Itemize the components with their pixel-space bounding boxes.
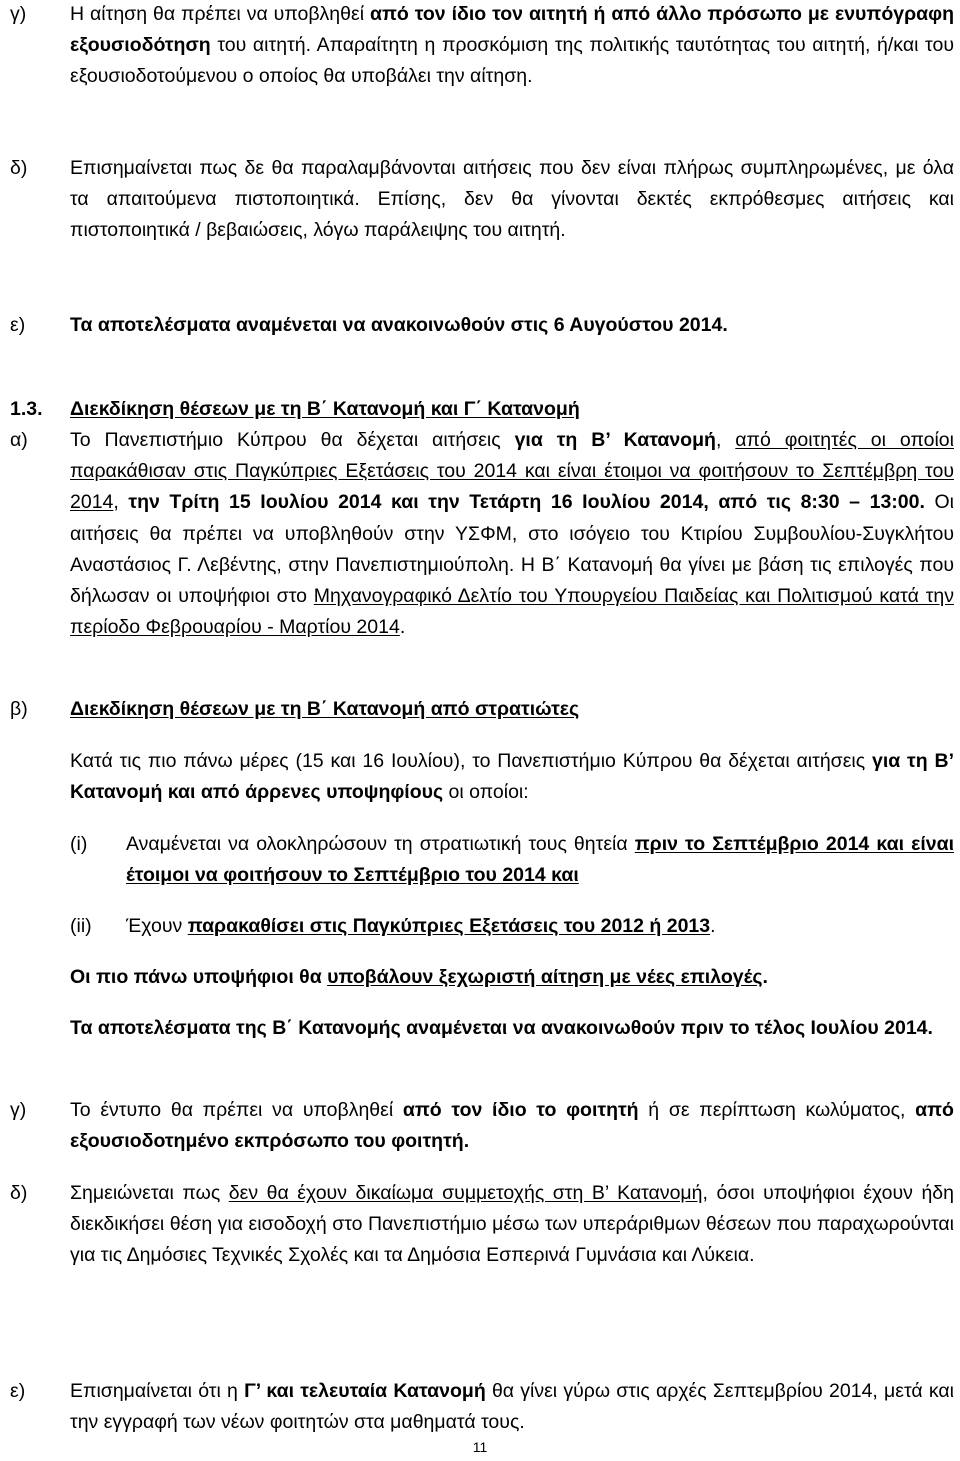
item-text: Η αίτηση θα πρέπει να υποβληθεί από τον ίδιο τον αιτητή ή από άλλο πρόσωπο με ενυπόγραφη εξουσιοδότηση του αιτητή. Απαραίτητη η προσκόμιση της πολιτικής ταυτότητας του αιτητή, ή/και του εξουσιοδοτούμενου ο οποίος θα υποβάλει την αίτηση.: [70, 3, 954, 88]
sub-item-ii: [0, 911, 960, 942]
item-label: γ): [10, 3, 27, 25]
item-label: ε): [10, 1380, 26, 1402]
separate-application-note: Οι πιο πάνω υποψήφιοι θα υποβάλουν ξεχωριστή αίτηση με νέες επιλογές.: [70, 966, 768, 988]
item-label: γ): [10, 1099, 27, 1121]
item-label: β): [10, 698, 28, 720]
section-heading: [0, 394, 960, 425]
sub-item-text: Έχουν παρακαθίσει στις Παγκύπριες Εξετάσεις του 2012 ή 2013.: [126, 915, 716, 937]
page-number: 11: [472, 1439, 488, 1455]
item-label: δ): [10, 157, 28, 179]
list-item-epsilon-third-allocation: [0, 1376, 960, 1438]
section-number: 1.3.: [10, 398, 43, 420]
item-text: Το Πανεπιστήμιο Κύπρου θα δέχεται αιτήσεις για τη Β’ Κατανομή, από φοιτητές οι οποίοι παρακάθισαν στις Παγκύπριες Εξετάσεις του 2014 και είναι έτοιμοι να φοιτήσουν το Σεπτέμβρη του 2014, την Τρίτη 15 Ιουλίου 2014 και την Τετάρτη 16 Ιουλίου 2014, από τις 8:30 – 13:00. Οι αιτήσεις θα πρέπει να υποβληθούν στην ΥΣΦΜ, στο ισόγειο του Κτιρίου Συμβουλίου-Συγκλήτου Αναστάσιος Γ. Λεβέντης, στην Πανεπιστημιούπολη. Η Β΄ Κατανομή θα γίνει με βάση τις επιλογές που δήλωσαν οι υποψήφιοι στο Μηχανογραφικό Δελτίο του Υπουργείου Παιδείας και Πολιτισμού κατά την περίοδο Φεβρουαρίου - Μαρτίου 2014.: [70, 429, 954, 639]
list-item-delta-eligibility: [0, 1178, 960, 1272]
sub-item-text: Αναμένεται να ολοκληρώσουν τη στρατιωτική τους θητεία πριν το Σεπτέμβριο 2014 και είναι έτοιμοι να φοιτήσουν το Σεπτέμβριο του 2014 και: [126, 833, 954, 887]
item-title: Διεκδίκηση θέσεων με τη Β΄ Κατανομή από στρατιώτες: [70, 698, 580, 720]
sub-item-label: (ii): [70, 915, 92, 937]
item-text: Επισημαίνεται πως δε θα παραλαμβάνονται αιτήσεις που δεν είναι πλήρως συμπληρωμένες, με όλα τα απαιτούμενα πιστοποιητικά. Επίσης, δεν θα γίνονται δεκτές εκπρόθεσμες αιτήσεις και πιστοποιητικά / βεβαιώσεις, λόγω παράλειψης του αιτητή.: [70, 157, 954, 242]
item-label: α): [10, 429, 28, 451]
list-item-gamma-form: [0, 1095, 960, 1157]
sub-item-i: [0, 829, 960, 891]
item-text: Τα αποτελέσματα αναμένεται να ανακοινωθούν στις 6 Αυγούστου 2014.: [70, 314, 728, 336]
item-text: Σημειώνεται πως δεν θα έχουν δικαίωμα συμμετοχής στη Β’ Κατανομή, όσοι υποψήφιοι έχουν ήδη διεκδικήσει θέση για εισοδοχή στο Πανεπιστήμιο μέσω των υπεράριθμων θέσεων που παραχωρούνται για τις Δημόσιες Τεχνικές Σχολές και τα Δημόσια Εσπερινά Γυμνάσια και Λύκεια.: [70, 1182, 954, 1267]
item-label: δ): [10, 1182, 28, 1204]
list-item-epsilon-results: [0, 310, 960, 341]
soldiers-intro-paragraph: Κατά τις πιο πάνω μέρες (15 και 16 Ιουλίου), το Πανεπιστήμιο Κύπρου θα δέχεται αιτήσεις για τη Β’ Κατανομή και από άρρενες υποψηφίους οι οποίοι:: [70, 750, 954, 804]
item-label: ε): [10, 314, 26, 336]
list-item-beta-soldiers: [0, 694, 960, 725]
second-allocation-results-note: Τα αποτελέσματα της Β΄ Κατανομής αναμένεται να ανακοινωθούν πριν το τέλος Ιουλίου 2014.: [70, 1017, 933, 1039]
item-text: Το έντυπο θα πρέπει να υποβληθεί από τον ίδιο το φοιτητή ή σε περίπτωση κωλύματος, από εξουσιοδοτημένο εκπρόσωπο του φοιτητή.: [70, 1099, 954, 1153]
list-item-gamma-application: [0, 0, 960, 93]
list-item-delta-incomplete: [0, 153, 960, 247]
section-title: Διεκδίκηση θέσεων με τη Β΄ Κατανομή και Γ΄ Κατανομή: [70, 398, 580, 420]
sub-item-label: (i): [70, 833, 88, 855]
list-item-alpha-second-allocation: [0, 425, 960, 643]
item-text: Επισημαίνεται ότι η Γ’ και τελευταία Κατανομή θα γίνει γύρω στις αρχές Σεπτεμβρίου 2014, μετά και την εγγραφή των νέων φοιτητών στα μαθηματά τους.: [70, 1380, 955, 1434]
